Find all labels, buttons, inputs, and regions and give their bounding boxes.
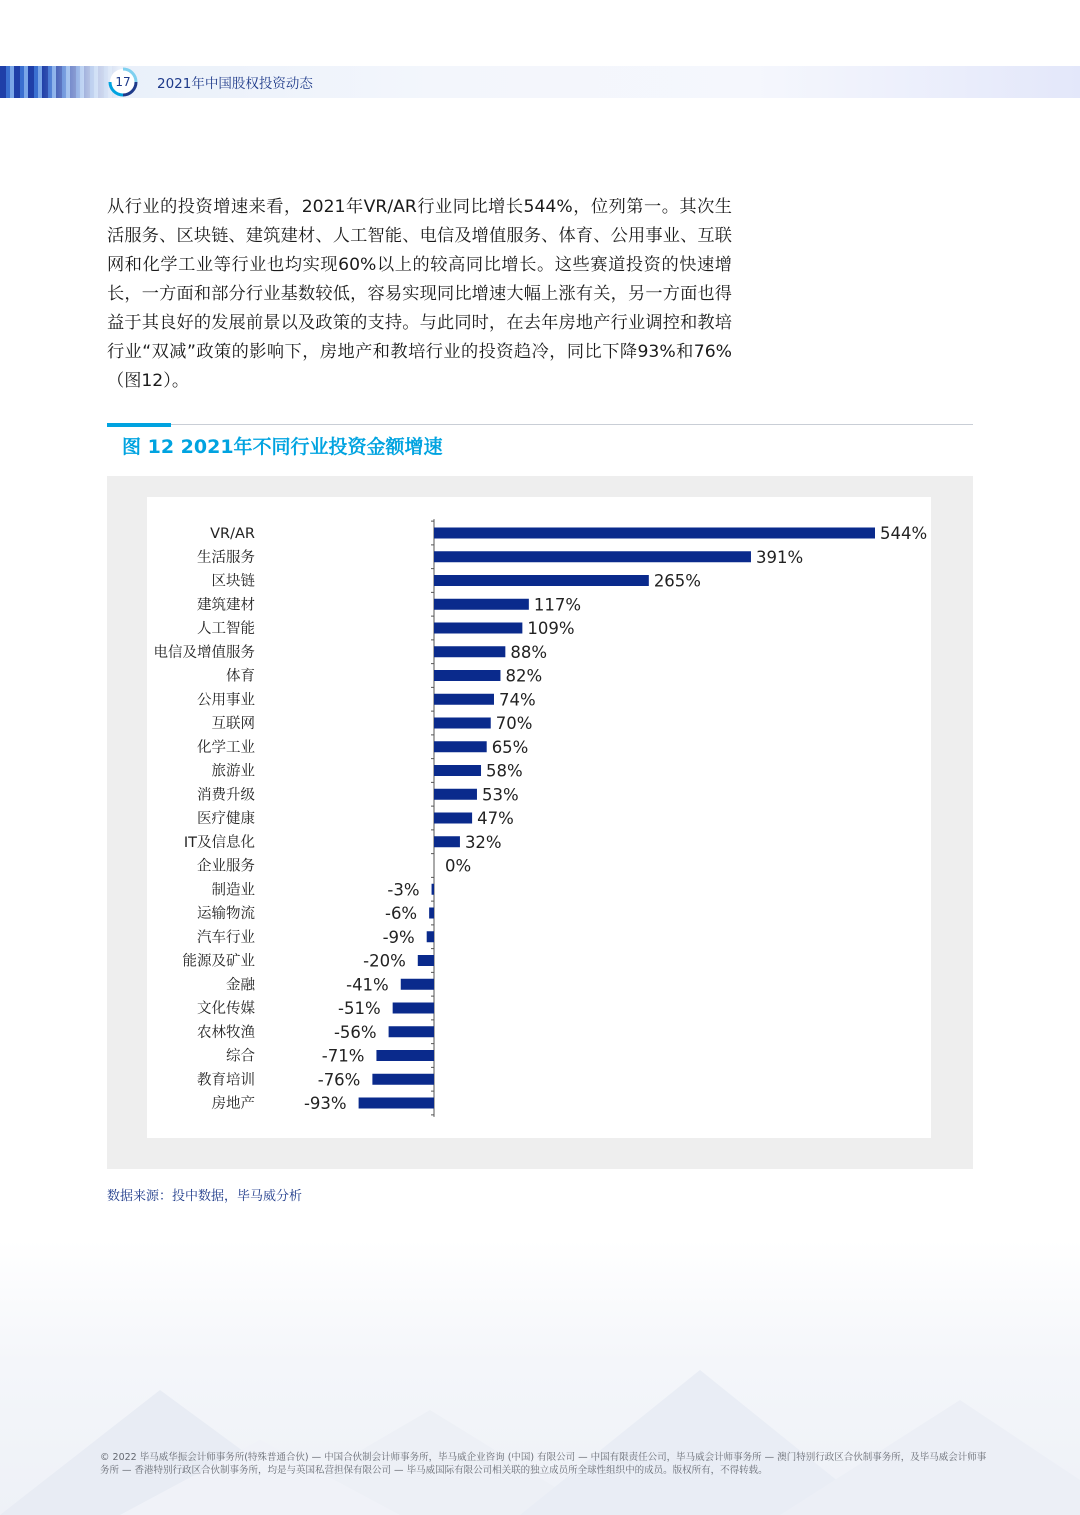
data-label: 58%: [486, 761, 523, 781]
bar: [432, 884, 434, 895]
category-label: 文化传媒: [197, 1001, 255, 1017]
bar: [434, 670, 500, 681]
data-label: 117%: [533, 595, 582, 615]
category-label: 消费升级: [197, 787, 255, 804]
bar: [434, 599, 529, 610]
category-label: 制造业: [211, 882, 255, 899]
category-label: 旅游业: [211, 763, 255, 780]
bar: [401, 979, 434, 990]
bar: [434, 646, 505, 657]
category-label: 化学工业: [197, 739, 255, 756]
data-label: -9%: [382, 927, 415, 947]
bar: [434, 813, 472, 824]
data-label: 65%: [491, 737, 529, 757]
data-label: -3%: [387, 880, 420, 900]
bar: [434, 528, 875, 539]
background-triangles-decoration: [0, 1300, 1080, 1515]
data-label: 544%: [880, 524, 928, 543]
bar: [372, 1074, 434, 1085]
category-label: 运输物流: [197, 906, 255, 922]
bar: [434, 694, 494, 705]
bar: [434, 551, 751, 562]
category-label: 人工智能: [197, 621, 255, 637]
header-stripes-decoration: [0, 66, 120, 98]
data-label: 32%: [464, 832, 502, 852]
category-label: 建筑建材: [197, 597, 255, 614]
bar: [393, 1003, 434, 1014]
data-label: 74%: [498, 690, 536, 710]
category-label: 教育培训: [197, 1072, 255, 1089]
category-label: 农林牧渔: [197, 1024, 255, 1041]
page-number: 17: [115, 75, 131, 89]
category-label: 企业服务: [197, 858, 255, 875]
bar: [427, 931, 434, 942]
data-label: 53%: [481, 785, 519, 805]
data-label: 47%: [477, 809, 514, 828]
bar: [376, 1050, 434, 1061]
category-label: 互联网: [211, 716, 255, 732]
data-label: 0%: [445, 856, 472, 876]
body-paragraph: 从行业的投资增速来看，2021年VR/AR行业同比增长544%，位列第一。其次生活服务、区块链、建筑建材、人工智能、电信及增值服务、体育、公用事业、互联网和化学工业等行业也均实现60%以上的较高同比增长。这些赛道投资的快速增长，一方面和部分行业基数较低，容易实现同比增速大幅上涨有关，另一方面也得益于其良好的发展前景以及政策的支持。与此同时，在去年房地产行业调控和教培行业“双减”政策的影响下，房地产和教培行业的投资趋冷，同比下降93%和76%（图12）。: [107, 197, 732, 391]
figure-divider: [171, 424, 973, 425]
data-label: -41%: [346, 975, 389, 995]
bar-chart: [147, 497, 931, 1138]
category-label: 房地产: [211, 1096, 255, 1112]
category-label: 体育: [226, 668, 255, 685]
bar: [418, 955, 434, 966]
data-label: 88%: [510, 642, 548, 662]
data-label: 82%: [505, 666, 543, 686]
category-label: VR/AR: [210, 526, 255, 542]
data-label: -71%: [321, 1046, 365, 1066]
bar: [434, 718, 491, 729]
bar: [434, 765, 481, 776]
category-label: 医疗健康: [197, 811, 255, 827]
bar: [434, 575, 649, 586]
bar: [359, 1098, 434, 1109]
category-label: 能源及矿业: [182, 953, 255, 970]
data-label: -51%: [338, 999, 381, 1018]
data-label: 391%: [755, 547, 804, 567]
bar: [429, 908, 434, 919]
category-label: 综合: [226, 1048, 255, 1065]
category-label: 公用事业: [197, 692, 255, 709]
category-label: 区块链: [211, 573, 255, 590]
category-label: 电信及增值服务: [153, 644, 255, 661]
figure-title: 图 12 2021年不同行业投资金额增速: [122, 436, 443, 458]
data-label: 70%: [495, 714, 533, 733]
data-label: -56%: [333, 1022, 377, 1042]
category-label: 金融: [226, 977, 255, 994]
data-source: 数据来源：投中数据，毕马威分析: [107, 1189, 303, 1204]
bar: [434, 623, 522, 634]
category-label: IT及信息化: [183, 834, 255, 851]
bar: [434, 789, 477, 800]
data-label: -20%: [363, 951, 406, 971]
category-label: 生活服务: [197, 549, 255, 566]
data-label: -6%: [384, 904, 418, 923]
copyright-footer: © 2022 毕马威华振会计师事务所(特殊普通合伙) — 中国合伙制会计师事务所，毕马威企业咨询 (中国) 有限公司 — 中国有限责任公司，毕马威会计师事务所 — 澳门特别行政区合伙制事务所，及毕马威会计师事务所 — 香港特别行政区合伙制事务所，均是与英国私营担保有限公司 — 毕马威国际有限公司相关联的独立成员所全球性组织中的成员。版权所有，不得转载。: [100, 1452, 987, 1476]
data-label: -93%: [303, 1094, 347, 1113]
bar: [434, 741, 487, 752]
bar: [434, 836, 460, 847]
bar: [389, 1026, 434, 1037]
category-label: 汽车行业: [197, 929, 255, 946]
data-label: -76%: [317, 1070, 361, 1090]
figure-accent-rule: [107, 423, 171, 427]
document-title: 2021年中国股权投资动态: [157, 76, 313, 92]
data-label: 265%: [653, 571, 701, 591]
data-label: 109%: [527, 619, 575, 638]
